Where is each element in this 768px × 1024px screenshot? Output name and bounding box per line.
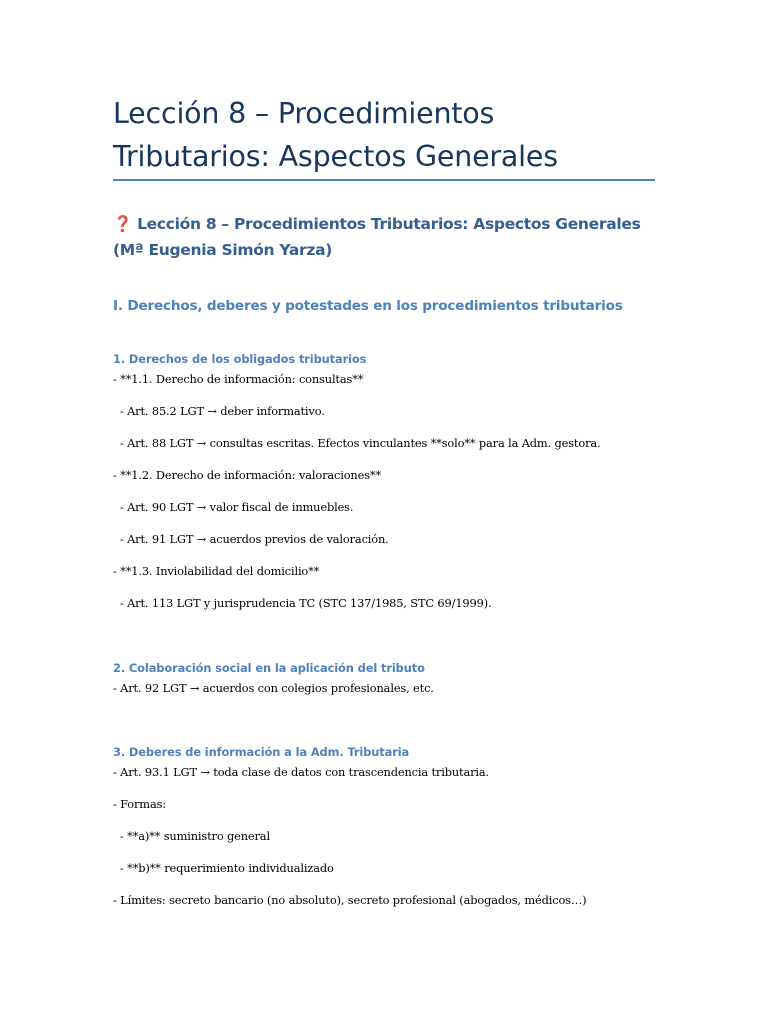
- section-2-heading: 2. Colaboración social en la aplicación del tributo: [113, 661, 425, 675]
- section-1-line: - Art. 91 LGT → acuerdos previos de valoración.: [113, 532, 389, 546]
- section-1-line: - Art. 85.2 LGT → deber informativo.: [113, 404, 325, 418]
- section-1-heading: 1. Derechos de los obligados tributarios: [113, 352, 367, 366]
- section-3-line: - **b)** requerimiento individualizado: [113, 861, 334, 875]
- section-1-line: - Art. 113 LGT y jurisprudencia TC (STC 137/1985, STC 69/1999).: [113, 596, 492, 610]
- document-title: Lección 8 – Procedimientos Tributarios: Aspectos Generales: [113, 97, 558, 173]
- section-1-line: - Art. 90 LGT → valor fiscal de inmuebles.: [113, 500, 354, 514]
- section-3-line: - Art. 93.1 LGT → toda clase de datos con trascendencia tributaria.: [113, 765, 490, 779]
- section-1-line: - Art. 88 LGT → consultas escritas. Efectos vinculantes **solo** para la Adm. gestora.: [113, 436, 601, 450]
- section-1-line: - **1.2. Derecho de información: valoraciones**: [113, 468, 381, 482]
- section-2-line: - Art. 92 LGT → acuerdos con colegios profesionales, etc.: [113, 681, 434, 695]
- section-3-heading: 3. Deberes de información a la Adm. Tributaria: [113, 745, 410, 759]
- title-underline: [113, 179, 655, 181]
- section-3-line: - **a)** suministro general: [113, 829, 270, 843]
- part-heading: I. Derechos, deberes y potestades en los procedimientos tributarios: [113, 298, 623, 314]
- section-3-line: - Límites: secreto bancario (no absoluto), secreto profesional (abogados, médicos…): [113, 893, 587, 907]
- section-1-line: - **1.1. Derecho de información: consultas**: [113, 372, 364, 386]
- section-3-line: - Formas:: [113, 797, 166, 811]
- section-1-line: - **1.3. Inviolabilidad del domicilio**: [113, 564, 320, 578]
- lesson-heading: ❓ Lección 8 – Procedimientos Tributarios: Aspectos Generales (Mª Eugenia Simón Yarza): [113, 215, 641, 259]
